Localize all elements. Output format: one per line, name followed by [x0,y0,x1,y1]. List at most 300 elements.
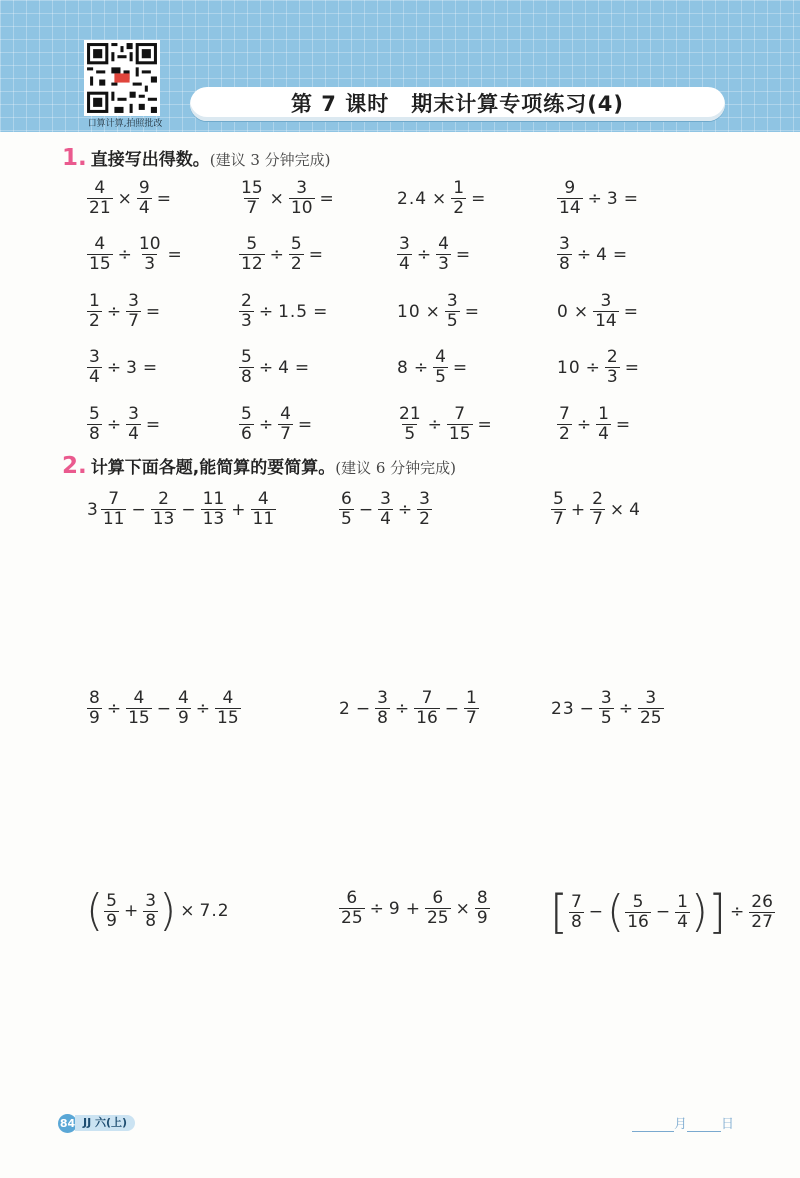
numerator: 9 [138,178,150,198]
number: 8 [397,357,409,378]
oral-problem [238,292,331,331]
numerator: 1 [466,688,477,708]
operator: = [156,188,171,209]
numerator: 2 [241,291,252,311]
oral-problem [86,235,186,274]
numerator: 21 [399,404,421,424]
denominator: 5 [600,708,612,728]
denominator: 11 [252,509,275,529]
fraction [126,292,141,331]
operator: − [444,698,460,719]
denominator: 3 [241,311,252,331]
fraction [397,405,423,444]
operator: × [117,188,132,209]
fraction [87,405,102,444]
operator: − [655,902,671,922]
denominator: 25 [639,708,662,728]
parenthesis: ) [690,886,709,937]
number: 2 [339,698,351,719]
fraction [551,490,566,529]
numerator: 3 [600,688,612,708]
fraction [590,490,605,529]
oral-problem [86,405,164,444]
oral-problem [396,179,489,218]
operator: − [131,499,146,520]
lesson-title: 第 7 课时 期末计算专项练习(4) [190,87,725,121]
operator: ÷ [106,698,122,719]
denominator: 13 [152,509,175,529]
numerator: 4 [133,688,145,708]
denominator: 16 [627,911,649,932]
operator: − [588,902,604,922]
fraction [433,348,448,387]
operator: ÷ [397,499,413,520]
operator: + [231,499,246,520]
oral-problem [396,292,483,331]
operator: × [432,188,447,209]
operator: − [156,698,171,719]
numerator: 3 [380,489,391,509]
fraction [87,179,113,218]
fraction [557,405,572,444]
operator: ÷ [576,414,592,435]
operator: ÷ [585,357,600,378]
numerator: 7 [559,404,570,424]
denominator: 3 [144,254,156,274]
number: 3 [87,499,99,520]
bracket: [ [550,885,568,939]
month-label: 月 [674,1117,688,1132]
fraction [87,689,102,728]
denominator: 4 [598,424,609,444]
denominator: 2 [419,509,430,529]
denominator: 3 [438,254,449,274]
section-hint: (建议 3 分钟完成) [209,151,331,169]
numerator: 6 [341,489,352,509]
fraction [143,892,158,931]
fraction [176,689,191,728]
numerator: 4 [280,404,291,424]
denominator: 2 [89,311,100,331]
numerator: 5 [290,234,302,254]
header-banner [0,0,800,132]
operator: = [615,414,631,435]
operator: = [294,357,310,378]
denominator: 15 [448,424,471,444]
fraction [126,689,152,728]
day-blank[interactable] [687,1117,721,1132]
operator: ÷ [416,244,432,265]
fraction [436,235,451,274]
fraction [201,490,227,529]
operator: ÷ [587,188,602,209]
operator: − [579,698,594,719]
fraction [605,348,620,387]
numerator: 1 [677,891,688,912]
fraction [137,179,152,218]
denominator: 3 [606,367,618,387]
numerator: 7 [454,404,466,424]
denominator: 4 [677,911,688,932]
operator: ÷ [576,244,592,265]
operator: = [624,357,639,378]
oral-problem [556,292,642,331]
operator: = [452,357,468,378]
fraction [749,893,775,932]
month-blank[interactable] [632,1117,674,1132]
fraction [239,292,254,331]
oral-problem [556,179,642,218]
fraction [447,405,473,444]
number: 1.5 [278,301,309,322]
denominator: 15 [217,708,239,728]
number: 23 [551,698,575,719]
fraction [375,689,390,728]
fraction [239,405,254,444]
numerator: 4 [222,688,234,708]
fraction [464,689,479,728]
numerator: 5 [632,891,644,912]
numerator: 5 [89,404,100,424]
calc-problem [550,490,642,529]
denominator: 9 [476,908,488,928]
operator: = [464,301,479,322]
numerator: 4 [177,688,189,708]
number: 2.4 [397,188,428,209]
section-number: 1. [62,145,87,171]
fraction [339,889,365,928]
calc-problem [550,689,665,728]
denominator: 7 [280,424,291,444]
numerator: 3 [399,234,410,254]
denominator: 9 [106,910,117,931]
numerator: 7 [108,489,120,509]
operator: = [297,414,313,435]
numerator: 2 [606,347,618,367]
oral-problem [86,179,175,218]
denominator: 11 [102,509,125,529]
numerator: 3 [600,291,612,311]
denominator: 4 [380,509,391,529]
oral-problem [238,348,313,387]
denominator: 2 [290,254,302,274]
operator: = [313,301,328,322]
calc-problem [338,689,480,728]
oral-problem [396,235,474,274]
numerator: 4 [435,347,446,367]
fraction [126,405,141,444]
fraction [475,889,490,928]
denominator: 7 [128,311,139,331]
denominator: 5 [446,311,458,331]
section-title: 计算下面各题,能简算的要简算。 [90,458,336,478]
qr-caption: 口算计算,拍照批改 [87,119,163,129]
fraction [104,892,119,931]
numerator: 3 [128,291,139,311]
denominator: 2 [453,198,465,218]
denominator: 5 [404,424,416,444]
fraction [414,689,440,728]
number: 4 [278,357,290,378]
operator: − [358,499,374,520]
numerator: 11 [202,489,225,509]
parenthesis: ( [607,886,625,937]
operator: ÷ [369,898,384,919]
fraction [569,893,584,932]
denominator: 14 [595,311,617,331]
operator: = [612,244,628,265]
fraction [557,179,583,218]
parenthesis: ( [86,885,104,936]
fraction [87,292,102,331]
operator: × [180,901,195,921]
numerator: 3 [446,291,458,311]
section-number: 2. [62,453,87,479]
operator: = [623,301,638,322]
number: 0 [557,301,569,322]
denominator: 9 [89,708,100,728]
denominator: 4 [138,198,150,218]
fraction [215,689,241,728]
numerator: 8 [89,688,100,708]
number: 3 [126,357,138,378]
operator: − [355,698,371,719]
numerator: 5 [241,347,252,367]
calc-problem [338,490,433,529]
numerator: 4 [94,178,106,198]
numerator: 7 [421,688,433,708]
calc-problem [338,889,491,928]
operator: = [623,188,638,209]
number: 3 [606,188,619,209]
bracket: ] [708,885,727,939]
number: 9 [388,898,401,919]
page-number: 84 [58,1114,77,1133]
numerator: 5 [106,890,117,911]
operator: = [145,301,161,322]
number: 4 [629,499,641,520]
oral-problem [86,292,164,331]
numerator: 1 [89,291,100,311]
operator: ÷ [195,698,211,719]
denominator: 15 [128,708,150,728]
fraction [101,490,127,529]
operator: × [269,188,284,209]
operator: ÷ [618,698,633,719]
denominator: 21 [89,198,111,218]
numerator: 2 [592,489,603,509]
denominator: 16 [416,708,438,728]
oral-problem [238,235,327,274]
denominator: 7 [553,509,564,529]
numerator: 5 [553,489,564,509]
fraction [425,889,451,928]
number: 4 [596,244,608,265]
fraction [638,689,664,728]
operator: = [477,414,492,435]
numerator: 4 [438,234,449,254]
numerator: 1 [453,178,465,198]
denominator: 8 [559,254,570,274]
fraction [593,292,619,331]
operator: ÷ [258,414,274,435]
numerator: 4 [257,489,269,509]
operator: ÷ [258,357,274,378]
denominator: 2 [559,424,570,444]
operator: × [425,301,440,322]
operator: ÷ [258,301,274,322]
fraction [557,235,572,274]
numerator: 3 [89,347,100,367]
oral-problem [396,405,496,444]
operator: × [609,499,625,520]
denominator: 14 [559,198,581,218]
oral-problem [556,405,634,444]
fraction [87,348,102,387]
operator: ÷ [427,414,442,435]
fraction [599,689,614,728]
denominator: 10 [290,198,313,218]
numerator: 5 [246,234,258,254]
denominator: 5 [435,367,446,387]
fraction [87,235,113,274]
operator: − [181,499,196,520]
denominator: 8 [145,910,157,931]
operator: × [573,301,589,322]
fraction [151,490,177,529]
denominator: 7 [592,509,603,529]
operator: ÷ [394,698,410,719]
operator: ÷ [117,244,132,265]
numerator: 2 [158,489,169,509]
operator: = [471,188,486,209]
fraction [239,179,265,218]
fraction [239,348,254,387]
numerator: 8 [476,888,488,908]
fraction [251,490,277,529]
parenthesis: ) [159,885,177,936]
numerator: 10 [138,234,161,254]
numerator: 6 [432,888,444,908]
operator: = [319,188,334,209]
operator: ÷ [106,301,122,322]
fraction [137,235,163,274]
oral-problem [396,348,471,387]
numerator: 15 [241,178,263,198]
fraction [417,490,432,529]
numerator: 3 [377,688,388,708]
denominator: 4 [399,254,410,274]
numerator: 7 [570,891,582,912]
numerator: 3 [419,489,430,509]
operator: ÷ [730,902,745,922]
numerator: 26 [751,891,773,912]
denominator: 8 [377,708,388,728]
fraction [445,292,460,331]
numerator: 3 [145,890,157,911]
operator: = [308,244,323,265]
numerator: 6 [346,888,358,908]
fraction [239,235,265,274]
denominator: 4 [89,367,100,387]
fraction [278,405,293,444]
denominator: 8 [241,367,252,387]
fraction [397,235,412,274]
book-label: JJ 六(上) [75,1115,135,1131]
denominator: 9 [177,708,189,728]
numerator: 3 [559,234,570,254]
denominator: 4 [128,424,139,444]
day-label: 日 [721,1117,735,1132]
number: 10 [557,357,581,378]
calc-problem [86,885,231,936]
numerator: 3 [128,404,139,424]
calc-problem [86,490,277,529]
oral-problem [238,179,338,218]
denominator: 13 [202,509,225,529]
number: 10 [397,301,421,322]
numerator: 5 [241,404,252,424]
numerator: 3 [296,178,308,198]
denominator: 15 [89,254,111,274]
operator: = [167,244,182,265]
operator: + [405,898,420,919]
fraction [339,490,354,529]
denominator: 25 [426,908,449,928]
qr-code-icon[interactable] [84,40,160,116]
operator: ÷ [106,414,122,435]
section-title: 直接写出得数。 [90,150,210,170]
section-hint: (建议 6 分钟完成) [335,459,457,477]
oral-problem [556,235,631,274]
denominator: 5 [341,509,352,529]
oral-problem [86,348,161,387]
denominator: 27 [751,911,773,932]
operator: = [145,414,161,435]
numerator: 9 [564,178,576,198]
operator: = [142,357,158,378]
operator: ÷ [269,244,284,265]
denominator: 7 [246,198,258,218]
operator: = [455,244,471,265]
oral-problem [238,405,316,444]
fraction [289,235,304,274]
operator: ÷ [106,357,122,378]
numerator: 1 [598,404,609,424]
denominator: 7 [466,708,477,728]
fraction [378,490,393,529]
oral-problem [556,348,643,387]
denominator: 8 [89,424,100,444]
fraction [596,405,611,444]
denominator: 25 [341,908,363,928]
numerator: 4 [94,234,106,254]
operator: ÷ [413,357,429,378]
numerator: 3 [645,688,657,708]
page-badge [58,1113,135,1133]
operator: + [570,499,586,520]
operator: + [124,901,139,921]
fraction [675,893,690,932]
date-field [632,1113,734,1132]
denominator: 6 [241,424,252,444]
section-2-heading [62,453,456,479]
fraction [451,179,466,218]
denominator: 12 [241,254,263,274]
operator: × [455,898,470,919]
section-1-heading [62,145,331,171]
number: 7.2 [199,901,230,921]
